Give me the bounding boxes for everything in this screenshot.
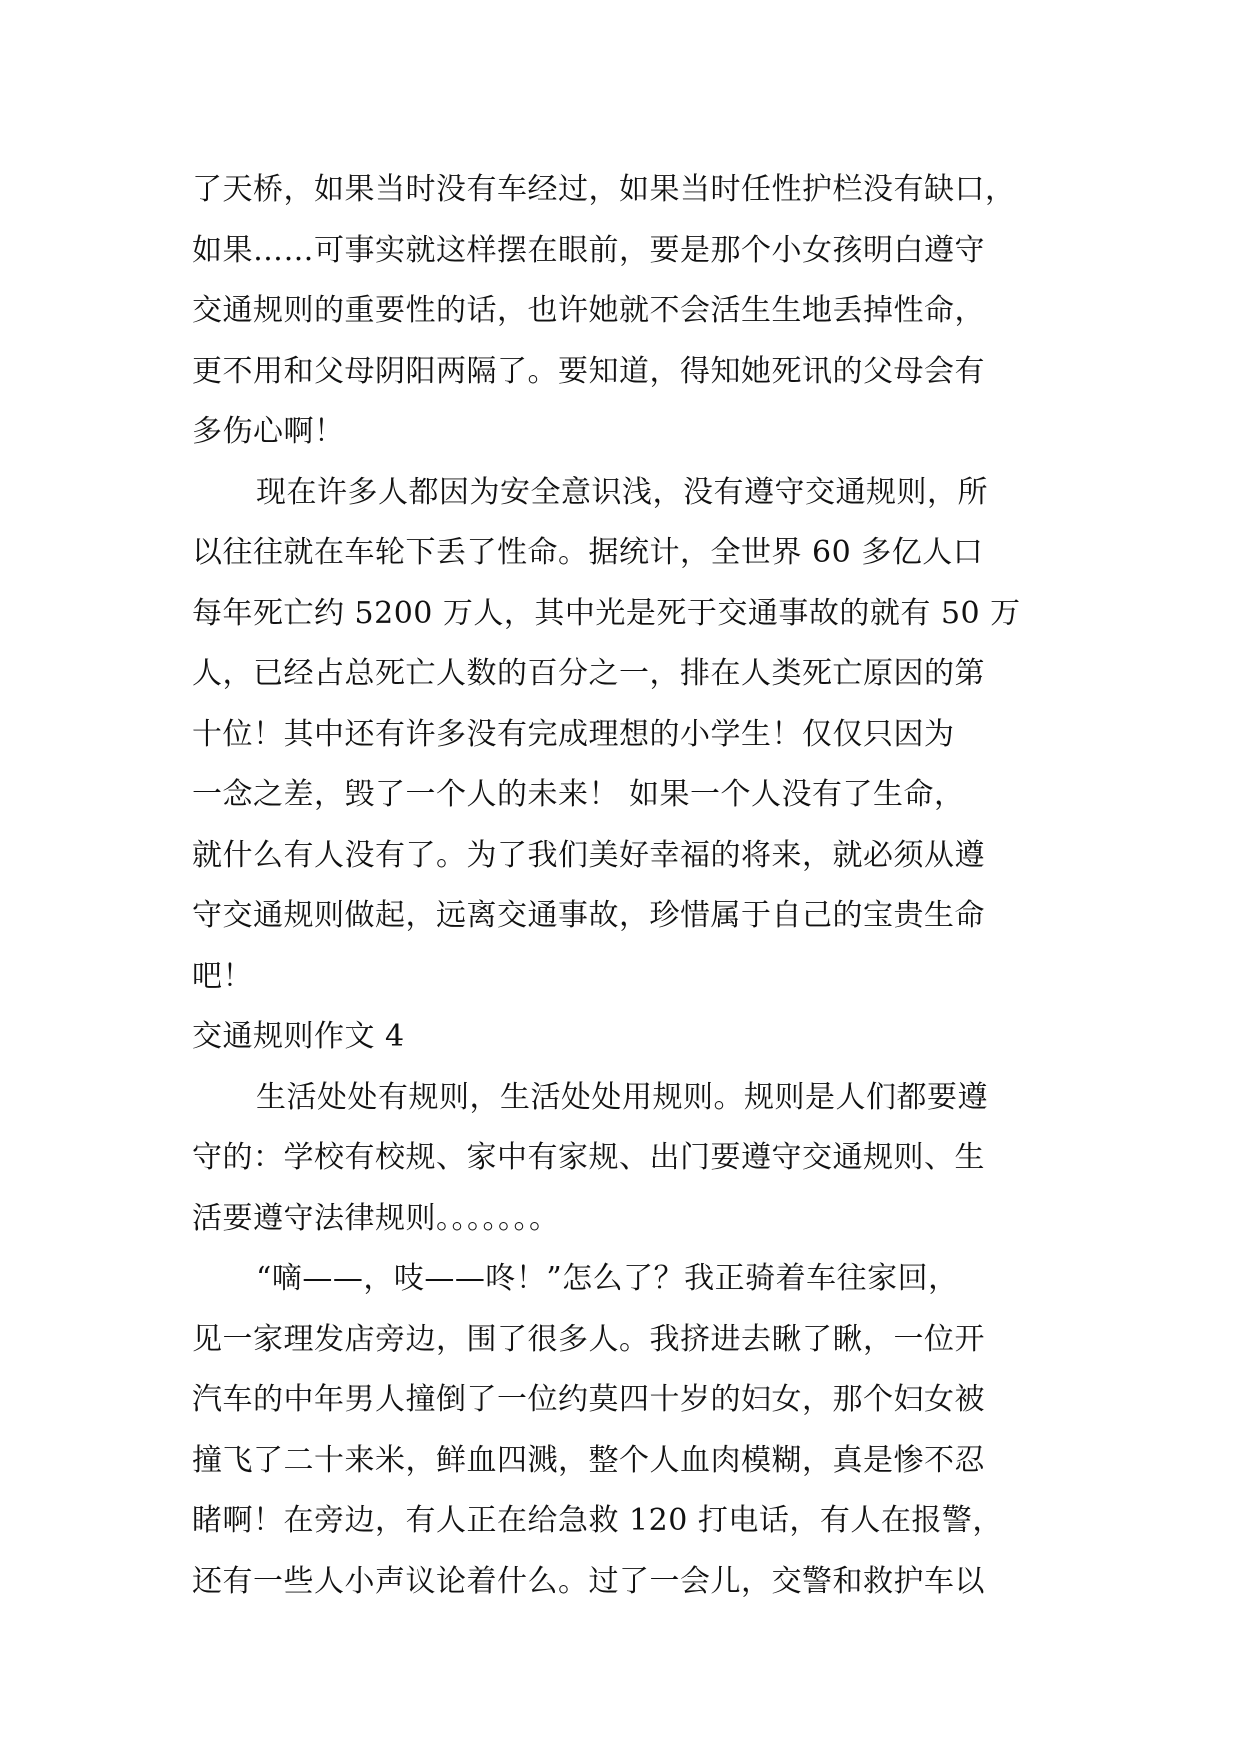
paragraph-first-line: 现在许多人都因为安全意识浅，没有遵守交通规则，所 — [256, 474, 988, 510]
text-line: 守的：学校有校规、家中有家规、出门要遵守交通规则、生 — [192, 1140, 985, 1175]
text-line: 睹啊！在旁边，有人正在给急救 120 打电话，有人在报警， — [192, 1503, 1003, 1538]
text-line: 更不用和父母阴阳两隔了。要知道，得知她死讯的父母会有 — [192, 353, 985, 389]
text-line: 撞飞了二十来米，鲜血四溅，整个人血肉模糊，真是惨不忍 — [192, 1442, 985, 1478]
text-line: 如果……可事实就这样摆在眼前，要是那个小女孩明白遵守 — [192, 232, 985, 268]
text-line: 多伤心啊！ — [192, 414, 345, 449]
text-line: 一念之差，毁了一个人的未来！ 如果一个人没有了生命， — [192, 777, 965, 812]
paragraph-first-line: 生活处处有规则，生活处处用规则。规则是人们都要遵 — [256, 1079, 988, 1115]
text-line: 就什么有人没有了。为了我们美好幸福的将来，就必须从遵 — [192, 837, 985, 873]
text-line: 交通规则作文 4 — [192, 1019, 405, 1054]
text-line: 以往往就在车轮下丢了性命。据统计，全世界 60 多亿人口 — [192, 535, 984, 570]
text-line: 见一家理发店旁边，围了很多人。我挤进去瞅了瞅，一位开 — [192, 1321, 985, 1357]
text-line: 了天桥，如果当时没有车经过，如果当时任性护栏没有缺口， — [192, 172, 1016, 207]
text-line: 十位！其中还有许多没有完成理想的小学生！仅仅只因为 — [192, 716, 955, 752]
paragraph-first-line: “嘀——，吱——咚！”怎么了？我正骑着车往家回， — [256, 1261, 959, 1296]
text-line: 活要遵守法律规则。。。。。。。 — [192, 1200, 560, 1236]
text-line: 每年死亡约 5200 万人，其中光是死于交通事故的就有 50 万 — [192, 595, 1021, 631]
text-line: 汽车的中年男人撞倒了一位约莫四十岁的妇女，那个妇女被 — [192, 1382, 985, 1417]
text-line: 守交通规则做起，远离交通事故，珍惜属于自己的宝贵生命 — [192, 898, 985, 933]
text-line: 吧！ — [192, 958, 253, 994]
text-line: 还有一些人小声议论着什么。过了一会儿，交警和救护车以 — [192, 1563, 985, 1599]
document-body — [192, 160, 1072, 1612]
text-line: 人，已经占总死亡人数的百分之一，排在人类死亡原因的第 — [192, 656, 985, 691]
text-line: 交通规则的重要性的话，也许她就不会活生生地丢掉性命， — [192, 293, 985, 328]
